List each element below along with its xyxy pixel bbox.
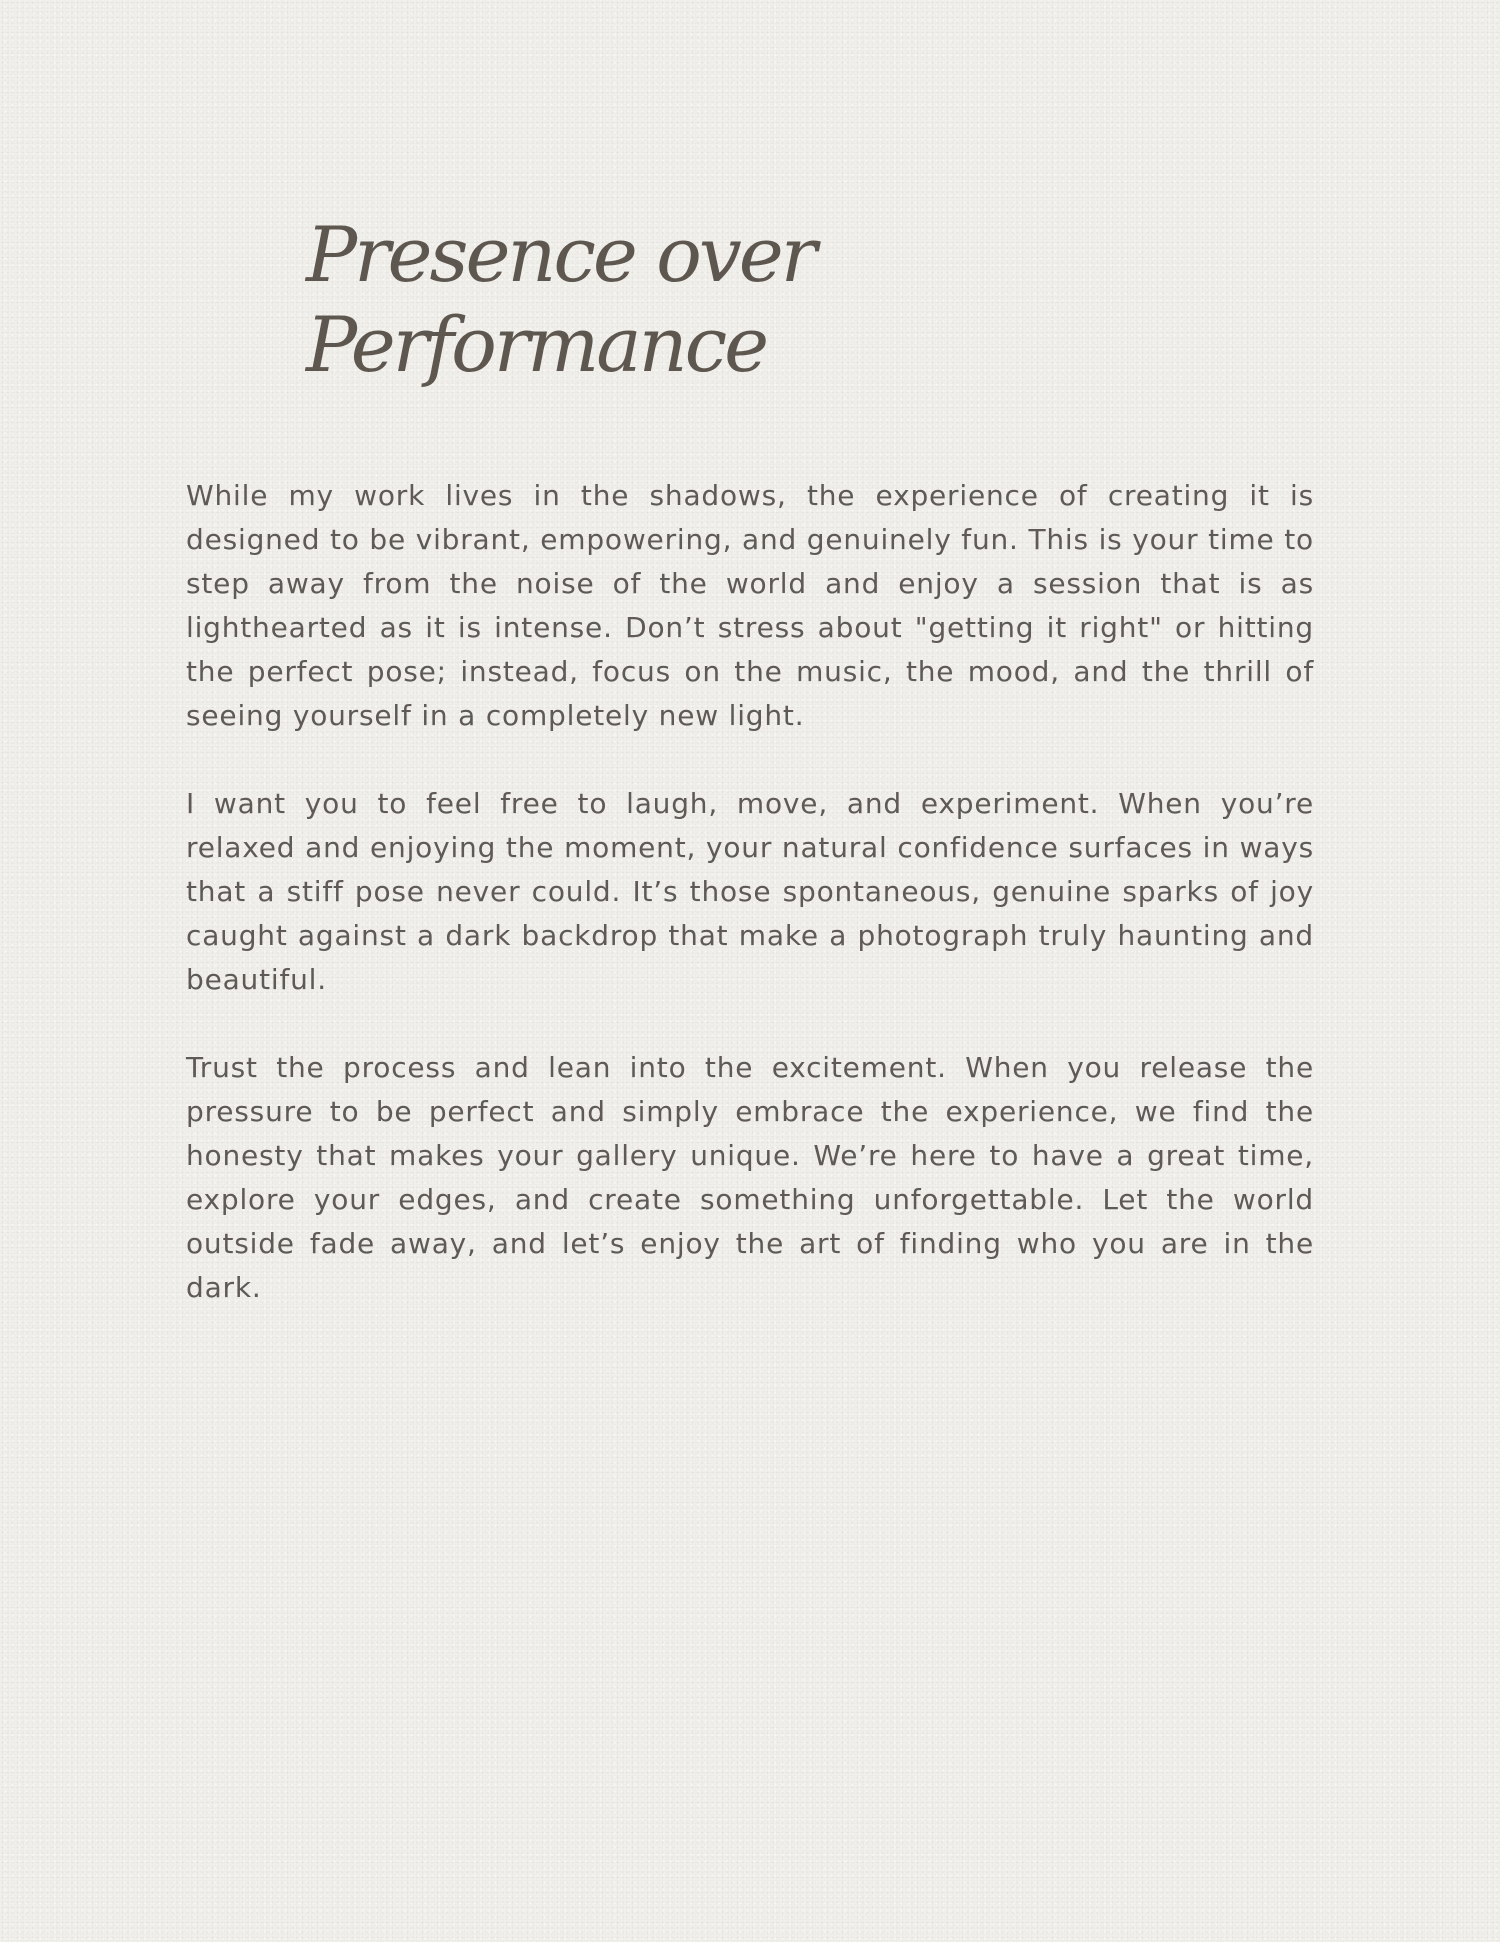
paragraph-2: I want you to feel free to laugh, move, and experiment. When you’re relaxed and enjoying the moment, your natural confidence surfaces in ways that a stiff pose never could. It’s those spontaneous, genuine sparks of joy caught against a dark backdrop that make a photograph truly haunting and beautiful. bbox=[186, 787, 1314, 996]
page-title-line-1: Presence over bbox=[306, 210, 815, 299]
page-title-line-2: Performance bbox=[306, 300, 767, 389]
paragraph-1: While my work lives in the shadows, the experience of creating it is designed to be vibrant, empowering, and genuinely fun. This is your time to step away from the noise of the world and enjoy a session that is as lighthearted as it is intense. Don’t stress about "getting it right" or hitting the perfect pose; instead, focus on the music, the mood, and the thrill of seeing yourself in a completely new light. bbox=[186, 479, 1314, 732]
body-text bbox=[186, 474, 1314, 1354]
page-title bbox=[306, 210, 1006, 390]
paragraph-3: Trust the process and lean into the excitement. When you release the pressure to be perfect and simply embrace the experience, we find the honesty that makes your gallery unique. We’re here to have a great time, explore your edges, and create something unforgettable. Let the world outside fade away, and let’s enjoy the art of finding who you are in the dark. bbox=[186, 1051, 1314, 1304]
